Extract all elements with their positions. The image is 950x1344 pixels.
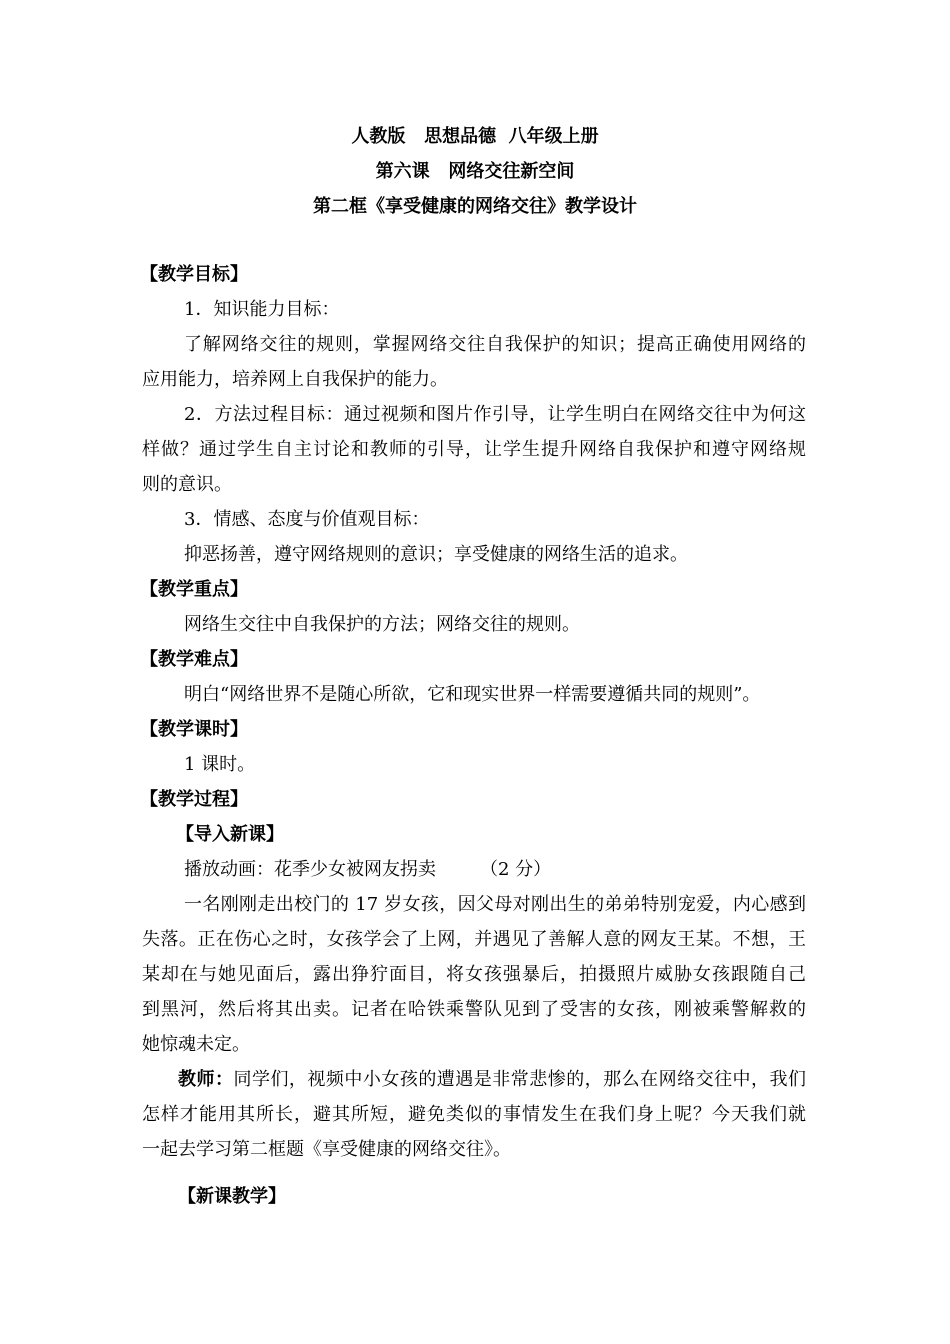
teacher-line — [142, 1068, 806, 1092]
class-hours-text: 1 课时。 — [184, 754, 256, 775]
objective-3-text: 抑恶扬善，遵守网络规则的意识；享受健康的网络生活的追求。 — [184, 544, 688, 565]
process-heading: 【教学过程】 — [140, 789, 248, 810]
teacher-text-line: 一起去学习第二框题《享受健康的网络交往》。 — [142, 1139, 511, 1160]
story-text-line: 失落。正在伤心之时，女孩学会了上网，并遇见了善解人意的网友王某。不想，王 — [142, 929, 806, 950]
objectives-heading: 【教学目标】 — [140, 264, 248, 285]
objective-1-text-line: 应用能力，培养网上自我保护的能力。 — [142, 369, 448, 390]
story-text-line: 一名刚刚走出校门的 17 岁女孩，因父母对刚出生的弟弟特别宠爱，内心感到 — [184, 894, 806, 915]
story-text-line: 她惊魂未定。 — [142, 1034, 250, 1055]
intro-heading: 【导入新课】 — [176, 824, 284, 845]
new-lesson-heading: 【新课教学】 — [178, 1186, 286, 1207]
header-section-title: 第二框《享受健康的网络交往》教学设计 — [313, 196, 637, 217]
objective-1-text-line: 了解网络交往的规则，掌握网络交往自我保护的知识；提高正确使用网络的 — [184, 334, 806, 355]
teacher-text: 同学们，视频中小女孩的遭遇是非常悲惨的，那么在网络交往中，我们 — [233, 1069, 807, 1090]
story-text-line: 某却在与她见面后，露出狰狞面目，将女孩强暴后，拍摄照片威胁女孩跟随自己 — [142, 964, 806, 985]
objective-3-title: 3．情感、态度与价值观目标： — [184, 509, 430, 530]
difficulties-text: 明白“网络世界不是随心所欲，它和现实世界一样需要遵循共同的规则”。 — [184, 684, 761, 705]
story-text-line: 到黑河，然后将其出卖。记者在哈铁乘警队见到了受害的女孩，刚被乘警解救的 — [142, 999, 806, 1020]
header-lesson: 第六课 网络交往新空间 — [375, 161, 575, 182]
objective-1-title: 1．知识能力目标： — [184, 299, 340, 320]
objective-2-text-line: 2．方法过程目标：通过视频和图片作引导，让学生明白在网络交往中为何这 — [184, 404, 806, 425]
objective-2-text-line: 样做？通过学生自主讨论和教师的引导，让学生提升网络自我保护和遵守网络规 — [142, 439, 806, 460]
objective-2-text-line: 则的意识。 — [142, 474, 232, 495]
header-textbook: 人教版 思想品德 八年级上册 — [351, 126, 599, 147]
intro-play-line — [184, 858, 551, 882]
difficulties-heading: 【教学难点】 — [140, 649, 248, 670]
teacher-text-line: 怎样才能用其所长，避其所短，避免类似的事情发生在我们身上呢？今天我们就 — [142, 1104, 806, 1125]
intro-duration: （2 分） — [480, 859, 552, 880]
key-points-heading: 【教学重点】 — [140, 579, 248, 600]
intro-play-text: 播放动画：花季少女被网友拐卖 — [184, 859, 436, 880]
key-points-text: 网络生交往中自我保护的方法；网络交往的规则。 — [184, 614, 580, 635]
class-hours-heading: 【教学课时】 — [140, 719, 248, 740]
teacher-label: 教师： — [178, 1069, 234, 1090]
